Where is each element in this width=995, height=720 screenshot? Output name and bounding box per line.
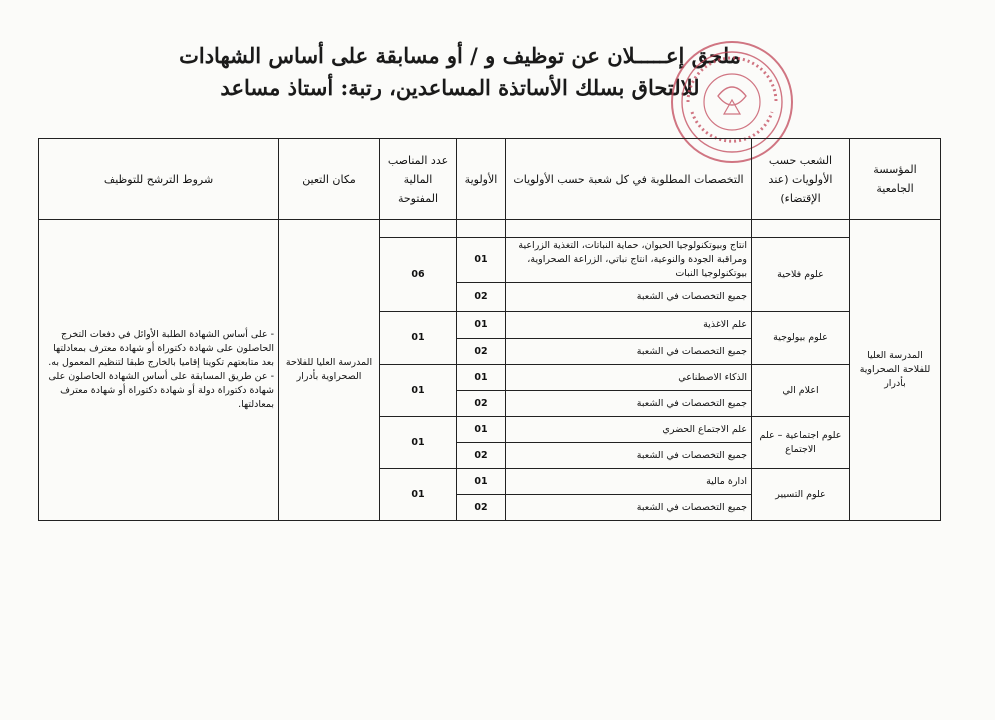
table-header-row	[39, 139, 941, 220]
header-branches: الشعب حسب الأولويات (عند الإقتضاء)	[752, 139, 850, 220]
priority-cell: 01	[457, 469, 506, 495]
header-conditions: شروط الترشح للتوظيف	[39, 139, 279, 220]
specialty-cell: جميع التخصصات في الشعبة	[506, 283, 752, 312]
positions-table	[38, 138, 941, 521]
specialty-cell: ادارة مالية	[506, 469, 752, 495]
condition-1: - على أساس الشهادة الطلبة الأوائل في دفعات التخرج الحاصلون على شهادة دكتوراة أو شهادة معترف بمعادلتها بعد متابعتهم تكوينا إقاميا بالخارج طبقا لتنظيم المعمول به.	[48, 329, 274, 368]
branch-cell: علوم اجتماعية – علم الاجتماع	[752, 417, 850, 469]
specialty-cell: جميع التخصصات في الشعبة	[506, 339, 752, 365]
institution-cell: المدرسة العليا للفلاحة الصحراوية بأدرار	[850, 220, 941, 521]
table-spacer-row	[39, 220, 941, 238]
title-line-1: ملحق إعـــــلان عن توظيف و / أو مسابقة على أساس الشهادات	[179, 43, 741, 68]
specialty-cell: جميع التخصصات في الشعبة	[506, 391, 752, 417]
priority-cell: 01	[457, 312, 506, 339]
priority-cell: 02	[457, 283, 506, 312]
branch-cell: علوم بيولوجية	[752, 312, 850, 365]
header-institution: المؤسسة الجامعية	[850, 139, 941, 220]
header-positions: عدد المناصب المالية المفتوحة	[380, 139, 457, 220]
title-line-2: للالتحاق بسلك الأساتذة المساعدين، رتبة: أستاذ مساعد	[220, 75, 700, 100]
specialty-cell: علم الاغذية	[506, 312, 752, 339]
specialty-cell: علم الاجتماع الحضري	[506, 417, 752, 443]
positions-cell: 01	[380, 312, 457, 365]
priority-cell: 02	[457, 495, 506, 521]
priority-cell: 02	[457, 339, 506, 365]
conditions-cell	[39, 220, 279, 521]
priority-cell: 01	[457, 238, 506, 283]
place-cell: المدرسة العليا للفلاحة الصحراوية بأدرار	[279, 220, 380, 521]
branch-cell: علوم فلاحية	[752, 238, 850, 312]
positions-cell: 01	[380, 417, 457, 469]
priority-cell: 01	[457, 365, 506, 391]
header-place: مكان التعين	[279, 139, 380, 220]
priority-cell: 02	[457, 391, 506, 417]
specialty-cell: جميع التخصصات في الشعبة	[506, 495, 752, 521]
condition-2: - عن طريق المسابقة على أساس الشهادة الحاصلون على شهادة دكتوراة دولة أو شهادة دكتوراة أو شهادة معترف بمعادلتها.	[48, 371, 274, 410]
positions-cell: 01	[380, 469, 457, 521]
priority-cell: 02	[457, 443, 506, 469]
specialty-cell: جميع التخصصات في الشعبة	[506, 443, 752, 469]
positions-cell: 01	[380, 365, 457, 417]
specialty-cell: انتاج وبيوتكنولوجيا الحيوان، حماية النباتات، التغذية الزراعية ومراقبة الجودة والنوعية، انتاج نباتي، الزراعة الصحراوية، بيوتكنولوجيا النبات	[506, 238, 752, 283]
branch-cell: علوم التسيير	[752, 469, 850, 521]
header-priority: الأولوية	[457, 139, 506, 220]
branch-cell: اعلام الي	[752, 365, 850, 417]
specialty-cell: الذكاء الاصطناعي	[506, 365, 752, 391]
positions-cell: 06	[380, 238, 457, 312]
header-specialties: التخصصات المطلوبة في كل شعبة حسب الأولويات	[506, 139, 752, 220]
priority-cell: 01	[457, 417, 506, 443]
